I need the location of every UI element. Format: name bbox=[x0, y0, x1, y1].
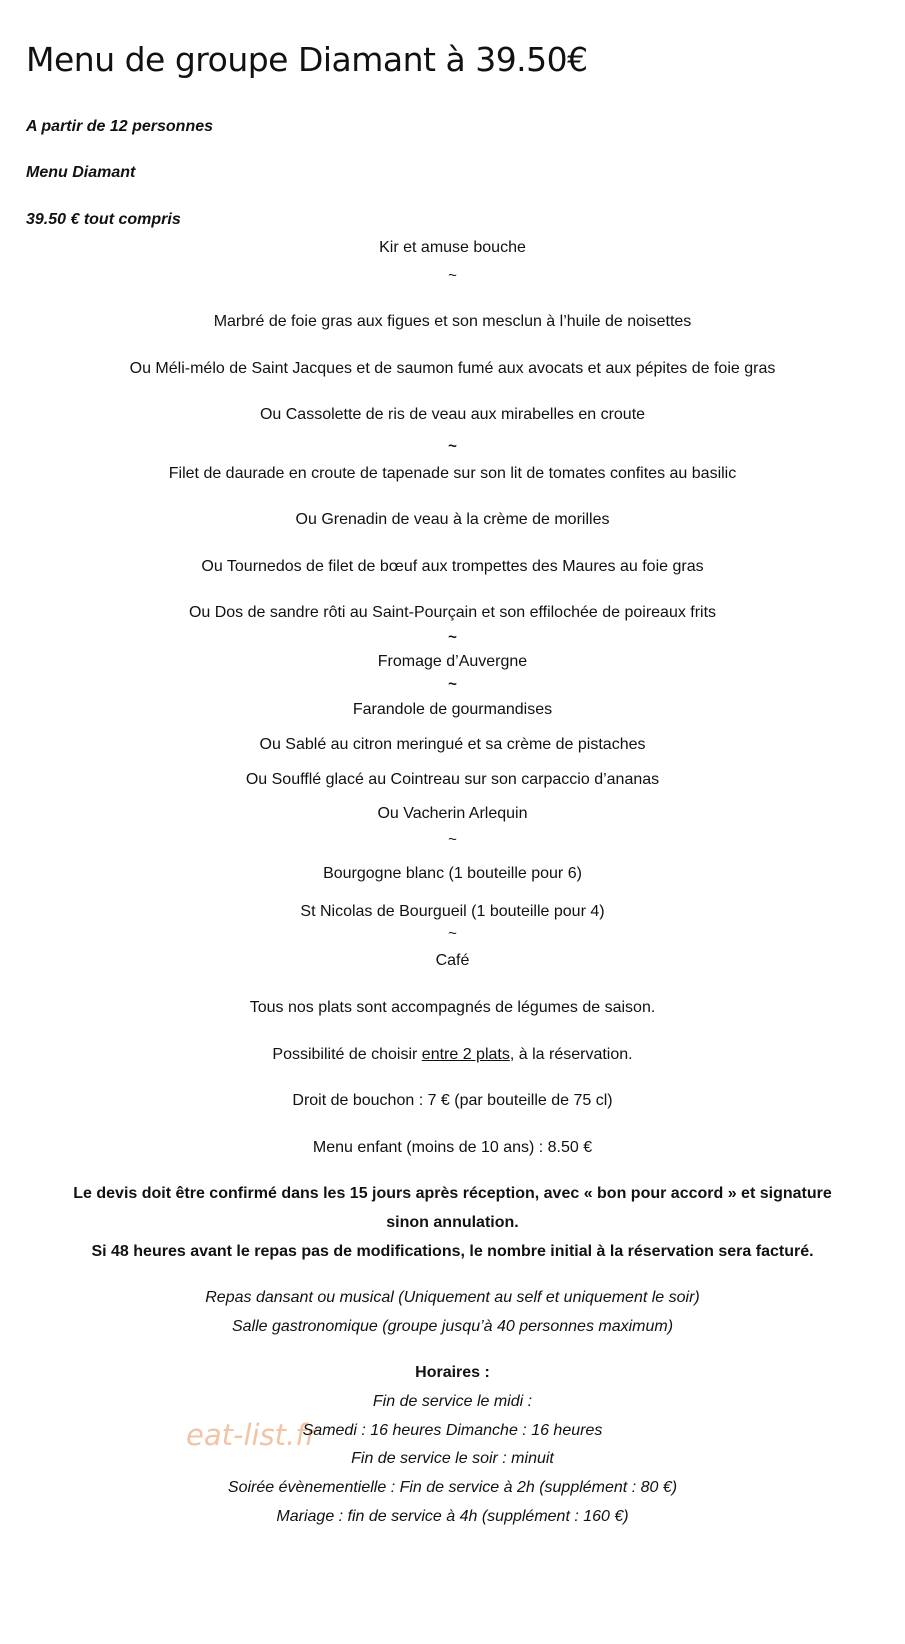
quote-confirmation-line: Le devis doit être confirmé dans les 15 jours après réception, avec « bon pour accord » et signature bbox=[73, 1185, 832, 1202]
main-item: Ou Tournedos de filet de bœuf aux trompettes des Maures au foie gras bbox=[201, 558, 704, 575]
starter-item: Ou Cassolette de ris de veau aux mirabelles en croute bbox=[259, 406, 646, 423]
hours-heading: Horaires : bbox=[415, 1364, 490, 1381]
hours-line: Mariage : fin de service à 4h (supplément : 160 €) bbox=[276, 1508, 629, 1525]
choice-note-underlined: entre 2 plats bbox=[421, 1046, 510, 1063]
min-people-note: A partir de 12 personnes bbox=[26, 118, 214, 135]
quote-confirmation-line: sinon annulation. bbox=[386, 1214, 519, 1231]
main-item: Ou Grenadin de veau à la crème de morilles bbox=[295, 511, 610, 528]
corkage-note: Droit de bouchon : 7 € (par bouteille de 75 cl) bbox=[292, 1092, 613, 1109]
course-separator: ~ bbox=[448, 831, 457, 848]
hours-line: Soirée évènementielle : Fin de service à 2h (supplément : 80 €) bbox=[227, 1479, 678, 1496]
gastro-room-note: Salle gastronomique (groupe jusqu’à 40 personnes maximum) bbox=[231, 1318, 674, 1335]
course-separator: ~ bbox=[448, 267, 457, 284]
kids-menu-note: Menu enfant (moins de 10 ans) : 8.50 € bbox=[312, 1139, 593, 1156]
choice-note bbox=[0, 1045, 905, 1064]
dessert-item: Ou Sablé au citron meringué et sa crème de pistaches bbox=[259, 736, 646, 753]
choice-note-prefix: Possibilité de choisir bbox=[272, 1046, 422, 1063]
changes-note: Si 48 heures avant le repas pas de modifications, le nombre initial à la réservation sera facturé. bbox=[91, 1243, 814, 1260]
hours-line: Fin de service le midi : bbox=[372, 1393, 533, 1410]
dessert-item: Ou Vacherin Arlequin bbox=[377, 805, 528, 822]
dance-note: Repas dansant ou musical (Uniquement au self et uniquement le soir) bbox=[205, 1289, 700, 1306]
coffee-item: Café bbox=[435, 952, 470, 969]
hours-line: Fin de service le soir : minuit bbox=[351, 1450, 554, 1467]
wine-item: Bourgogne blanc (1 bouteille pour 6) bbox=[323, 865, 582, 882]
main-item: Filet de daurade en croute de tapenade sur son lit de tomates confites au basilic bbox=[168, 465, 737, 482]
course-separator: ~ bbox=[448, 438, 457, 455]
starter-item: Ou Méli-mélo de Saint Jacques et de saumon fumé aux avocats et aux pépites de foie gras bbox=[129, 360, 776, 377]
menu-name: Menu Diamant bbox=[26, 164, 136, 181]
aperitif-item: Kir et amuse bouche bbox=[379, 239, 526, 256]
hours-line: Samedi : 16 heures Dimanche : 16 heures bbox=[302, 1422, 603, 1439]
course-separator: ~ bbox=[448, 676, 457, 693]
cheese-item: Fromage d’Auvergne bbox=[377, 653, 528, 670]
vegetables-note: Tous nos plats sont accompagnés de légumes de saison. bbox=[249, 999, 656, 1016]
dessert-item: Ou Soufflé glacé au Cointreau sur son carpaccio d’ananas bbox=[245, 771, 660, 788]
price-line: 39.50 € tout compris bbox=[26, 211, 181, 228]
dessert-item: Farandole de gourmandises bbox=[352, 701, 553, 718]
course-separator: ~ bbox=[448, 629, 457, 646]
choice-note-suffix: , à la réservation. bbox=[509, 1046, 633, 1063]
main-item: Ou Dos de sandre rôti au Saint-Pourçain et son effilochée de poireaux frits bbox=[188, 604, 717, 621]
starter-item: Marbré de foie gras aux figues et son mesclun à l’huile de noisettes bbox=[213, 313, 692, 330]
course-separator: ~ bbox=[448, 925, 457, 942]
watermark-logo: eat-list.fr bbox=[186, 1418, 318, 1452]
page-title: Menu de groupe Diamant à 39.50€ bbox=[26, 40, 588, 79]
wine-item: St Nicolas de Bourgueil (1 bouteille pour 4) bbox=[300, 903, 605, 920]
